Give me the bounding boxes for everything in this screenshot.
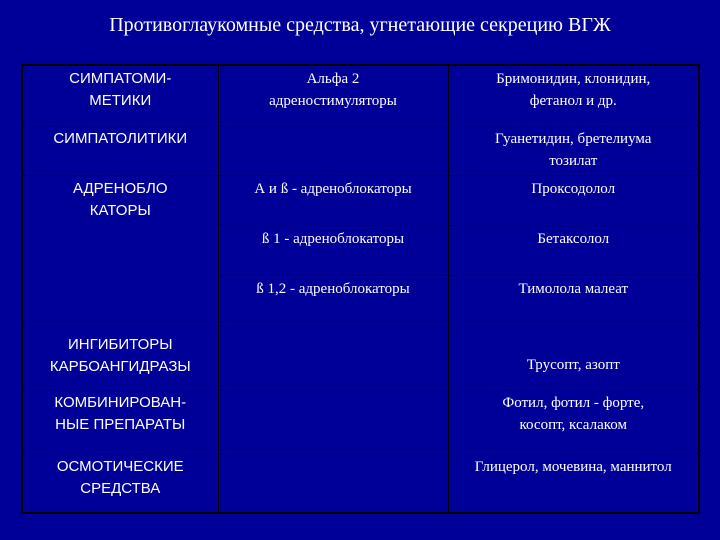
category-osmotic (22, 453, 218, 513)
subclass-empty (218, 389, 448, 453)
category-line: СИМПАТОМИ- (69, 70, 172, 87)
drugs-line: Фотил, фотил - форте, (502, 394, 645, 411)
table-row (22, 175, 699, 225)
drugs-line: тозилат (549, 152, 598, 169)
category-line: АДРЕНОБЛО (72, 179, 168, 197)
slide-title: Противоглаукомные средства, угнетающие секрецию ВГЖ (109, 14, 611, 36)
subclass-alpha2 (218, 65, 448, 125)
category-line: КАРБОАНГИДРАЗЫ (49, 357, 191, 375)
category-carbonic-anhydrase (22, 325, 218, 389)
drugs-line: фетанол и др. (529, 93, 617, 109)
drugs-line: косопт, ксалаком (519, 416, 627, 433)
drugs-sympathomimetics (448, 65, 699, 125)
drugs-combined (448, 389, 699, 453)
subclass-empty (218, 125, 448, 175)
drugs-osmotic: Глицерол, мочевина, маннитол (448, 453, 699, 513)
drugs-betaxolol: Бетаксолол (448, 225, 699, 275)
category-line: НЫЕ ПРЕПАРАТЫ (55, 415, 186, 433)
category-line: МЕТИКИ (89, 92, 152, 109)
category-line: КОМБИНИРОВАН- (54, 393, 187, 411)
subclass-line: адреностимуляторы (269, 93, 397, 109)
table-row (22, 65, 699, 125)
category-sympatholytics: СИМПАТОЛИТИКИ (22, 125, 218, 175)
subclass-empty (218, 325, 448, 389)
subclass-alpha-beta: А и ß - адреноблокаторы (218, 175, 448, 225)
category-sympathomimetics (22, 65, 218, 125)
category-line: ОСМОТИЧЕСКИЕ (56, 457, 184, 475)
table-row (22, 325, 699, 389)
drugs-sympatholytics (448, 125, 699, 175)
category-line: ИНГИБИТОРЫ (67, 335, 173, 353)
drugs-line: Гуанетидин, бретелиума (495, 130, 652, 147)
category-adrenoblockers (22, 175, 218, 325)
subclass-line: Альфа 2 (306, 71, 360, 87)
table-row (22, 453, 699, 513)
category-line: СРЕДСТВА (80, 479, 161, 497)
subclass-beta1: ß 1 - адреноблокаторы (218, 225, 448, 275)
category-line: КАТОРЫ (89, 201, 151, 219)
subclass-beta12: ß 1,2 - адреноблокаторы (218, 275, 448, 325)
drugs-timolol: Тимолола малеат (448, 275, 699, 325)
category-combined (22, 389, 218, 453)
table-row (22, 125, 699, 175)
subclass-empty (218, 453, 448, 513)
drugs-table (21, 64, 700, 514)
drugs-proxodolol: Проксодолол (448, 175, 699, 225)
table-row (22, 389, 699, 453)
drugs-line: Бримонидин, клонидин, (496, 71, 651, 87)
drugs-carbonic: Трусопт, азопт (448, 325, 699, 389)
